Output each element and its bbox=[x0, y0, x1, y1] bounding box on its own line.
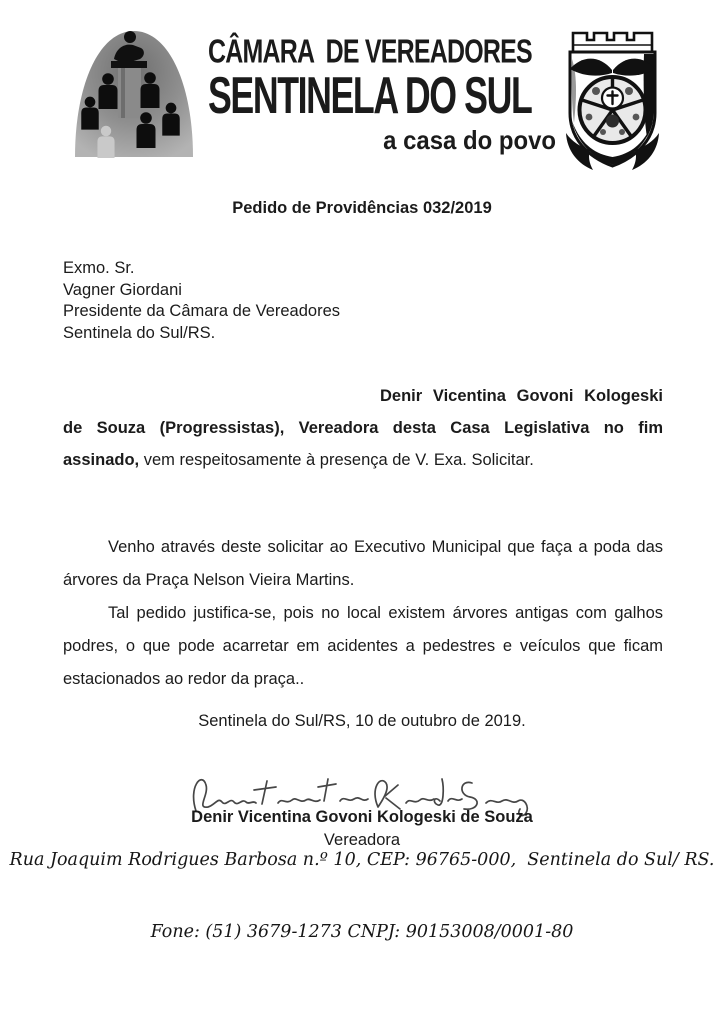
footer-address: Rua Joaquim Rodrigues Barbosa n.º 10, CEP: 96765-000, Sentinela do Sul/ RS. bbox=[9, 850, 715, 870]
intro-paragraph bbox=[63, 380, 663, 476]
date-line: Sentinela do Sul/RS, 10 de outubro de 2019. bbox=[198, 712, 526, 730]
org-text-block bbox=[208, 25, 556, 155]
municipal-coat-of-arms bbox=[556, 25, 669, 173]
body-paragraph: Venho através deste solicitar ao Executivo Municipal que faça a poda das árvores da Praça Nelson Vieira Martins. bbox=[63, 538, 663, 589]
addressee-line: Exmo. Sr. bbox=[63, 259, 135, 277]
council-people-podium-logo bbox=[66, 25, 204, 168]
letter-footer bbox=[0, 800, 724, 992]
signer-name: Denir Vicentina Govoni Kologeski de Souza bbox=[191, 808, 533, 826]
body-paragraph: Tal pedido justifica-se, pois no local existem árvores antigas com galhos podres, o que pode acarretar em acidentes a pedestres e veículos que ficam estacionados ao redor da praça.. bbox=[63, 604, 663, 688]
org-tagline: a casa do povo bbox=[383, 125, 556, 155]
people-podium-icon bbox=[66, 25, 204, 168]
org-name-line1: CÂMARA DE VEREADORES bbox=[208, 31, 532, 70]
footer-phone-cnpj: Fone: (51) 3679-1273 CNPJ: 90153008/0001-80 bbox=[150, 922, 574, 942]
intro-normal-text: vem respeitosamente à presença de V. Exa. Solicitar. bbox=[139, 451, 534, 469]
addressee-line: Sentinela do Sul/RS. bbox=[63, 323, 216, 342]
intro-bold-text: Denir Vicentina Govoni Kologeski de Souza (Progressistas), Vereadora desta Casa Legislativa no fim assinado, bbox=[63, 387, 663, 469]
document-title: Pedido de Providências 032/2019 bbox=[232, 199, 492, 217]
addressee-line: Vagner Giordani bbox=[63, 280, 182, 299]
org-name-line2: SENTINELA DO SUL bbox=[208, 65, 532, 125]
signer-role: Vereadora bbox=[323, 831, 401, 849]
coat-of-arms-icon bbox=[556, 25, 669, 173]
request-body bbox=[63, 531, 663, 696]
letterhead bbox=[0, 25, 724, 171]
addressee-line: Presidente da Câmara de Vereadores bbox=[63, 302, 341, 320]
addressee-block bbox=[0, 258, 724, 344]
